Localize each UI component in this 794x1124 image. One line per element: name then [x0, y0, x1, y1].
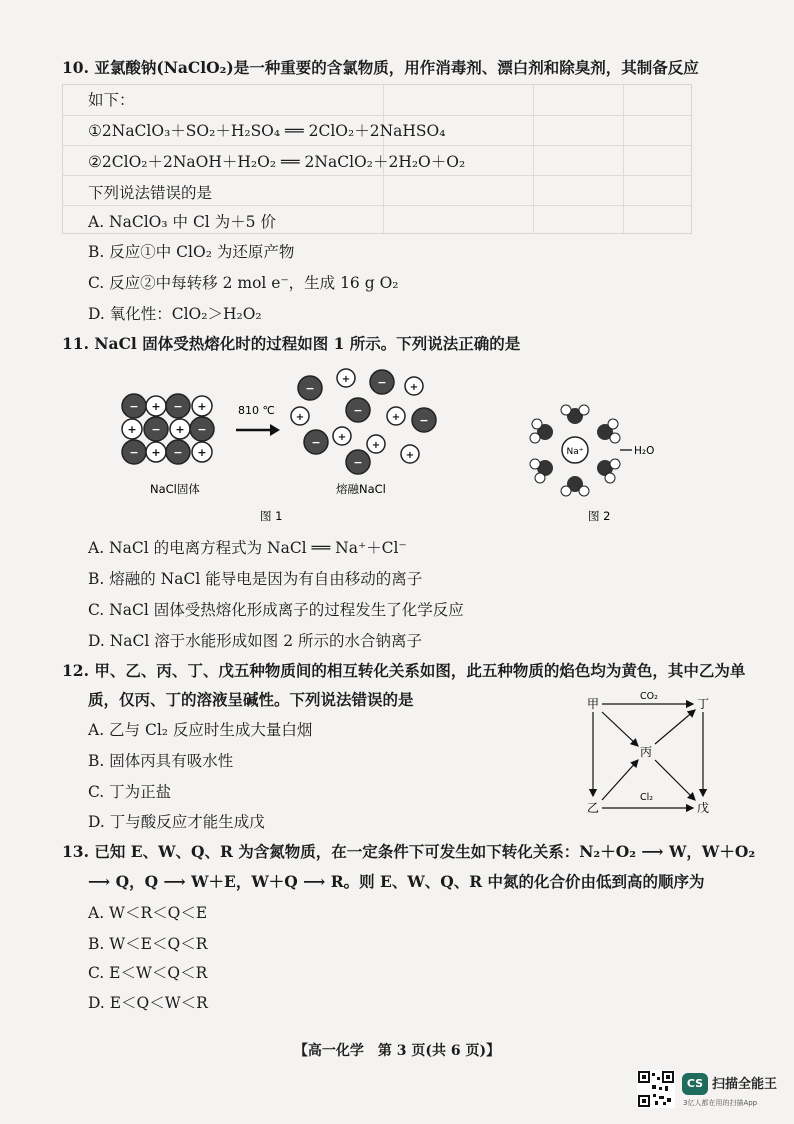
node-yi: 乙 — [587, 801, 600, 815]
q10-option-b: B. 反应①中 ClO₂ 为还原产物 — [88, 243, 295, 261]
q12-option-b: B. 固体丙具有吸水性 — [88, 752, 234, 770]
figure-1-caption: 图 1 — [260, 509, 283, 523]
node-wu: 戊 — [697, 801, 710, 815]
q12-option-a: A. 乙与 Cl₂ 反应时生成大量白烟 — [88, 721, 313, 739]
scanner-tagline: 3亿人都在用的扫描App — [683, 1099, 758, 1107]
cation-sign: + — [151, 446, 161, 459]
water-label: H₂O — [634, 445, 655, 457]
q11-stem: 11. NaCl 固体受热熔化时的过程如图 1 所示。下列说法正确的是 — [62, 334, 521, 353]
q10-question: 下列说法错误的是 — [88, 184, 213, 202]
svg-text:+: + — [337, 432, 347, 443]
hydrated-sodium-ion — [530, 405, 654, 496]
q10-equation-1: ①2NaClO₃＋SO₂＋H₂SO₄ ══ 2ClO₂＋2NaHSO₄ — [88, 122, 446, 140]
q10-stem-cont: 如下： — [88, 91, 135, 109]
heat-arrow-head — [270, 424, 280, 436]
cation-sign: + — [175, 423, 185, 436]
q11-option-c: C. NaCl 固体受热熔化形成离子的过程发生了化学反应 — [88, 601, 464, 619]
node-ding: 丁 — [697, 697, 710, 711]
temperature-label: 810 ℃ — [238, 404, 275, 417]
svg-text:−: − — [419, 414, 429, 427]
page-footer: 【高一化学 第 3 页(共 6 页)】 — [293, 1043, 501, 1059]
q13-stem-cont: ⟶ Q，Q ⟶ W＋E，W＋Q ⟶ R。则 E、W、Q、R 中氮的化合价由低到高的顺序为 — [88, 872, 705, 891]
solid-label: NaCl固体 — [150, 482, 200, 496]
svg-text:+: + — [341, 374, 351, 385]
sodium-label: Na⁺ — [566, 447, 584, 457]
conversion-diagram — [585, 688, 715, 816]
svg-text:−: − — [305, 382, 315, 395]
anion-sign: − — [151, 423, 161, 436]
anion-sign: − — [173, 446, 183, 459]
q12-option-d: D. 丁与酸反应才能生成戊 — [88, 813, 265, 831]
cation-sign: + — [197, 446, 207, 459]
q13-option-c: C. E＜W＜Q＜R — [88, 964, 208, 982]
molten-ions — [291, 369, 436, 474]
svg-text:−: − — [353, 404, 363, 417]
q11-option-d: D. NaCl 溶于水能形成如图 2 所示的水合钠离子 — [88, 632, 422, 650]
svg-text:+: + — [371, 440, 381, 451]
anion-sign: − — [129, 446, 139, 459]
svg-text:+: + — [409, 382, 419, 393]
node-bing: 丙 — [640, 745, 653, 759]
q12-stem: 12. 甲、乙、丙、丁、戊五种物质间的相互转化关系如图，此五种物质的焰色均为黄色，其中乙为单 — [62, 661, 746, 680]
svg-text:−: − — [377, 376, 387, 389]
nacl-figures — [110, 358, 690, 528]
svg-text:+: + — [391, 412, 401, 423]
q10-option-d: D. 氧化性：ClO₂＞H₂O₂ — [88, 305, 262, 323]
figure-2-caption: 图 2 — [588, 509, 611, 523]
svg-text:−: − — [353, 456, 363, 469]
scanner-name: 扫描全能王 — [712, 1077, 778, 1092]
svg-text:+: + — [405, 450, 415, 461]
svg-text:+: + — [295, 412, 305, 423]
anion-sign: − — [173, 400, 183, 413]
q12-option-c: C. 丁为正盐 — [88, 783, 172, 801]
cl2-label: Cl₂ — [640, 792, 654, 803]
molten-label: 熔融NaCl — [336, 482, 386, 496]
svg-text:−: − — [311, 436, 321, 449]
scanner-logo: CS — [682, 1073, 708, 1095]
cation-sign: + — [151, 400, 161, 413]
q13-option-b: B. W＜E＜Q＜R — [88, 935, 208, 953]
q10-equation-2: ②2ClO₂＋2NaOH＋H₂O₂ ══ 2NaClO₂＋2H₂O＋O₂ — [88, 153, 466, 171]
q13-stem: 13. 已知 E、W、Q、R 为含氮物质，在一定条件下可发生如下转化关系：N₂＋O₂ ⟶ W，W＋O₂ — [62, 842, 756, 861]
anion-sign: − — [129, 400, 139, 413]
q11-option-a: A. NaCl 的电离方程式为 NaCl ══ Na⁺＋Cl⁻ — [88, 539, 407, 557]
nacl-lattice — [122, 394, 214, 464]
anion-sign: − — [197, 423, 207, 436]
node-jia: 甲 — [587, 697, 600, 711]
q11-option-b: B. 熔融的 NaCl 能导电是因为有自由移动的离子 — [88, 570, 423, 588]
co2-label: CO₂ — [640, 691, 658, 702]
q13-option-d: D. E＜Q＜W＜R — [88, 994, 208, 1012]
q12-stem-cont: 质，仅丙、丁的溶液呈碱性。下列说法错误的是 — [88, 690, 414, 709]
qr-code-icon — [637, 1070, 675, 1108]
cation-sign: + — [197, 400, 207, 413]
q10-stem: 10. 亚氯酸钠(NaClO₂)是一种重要的含氯物质，用作消毒剂、漂白剂和除臭剂，其制备反应 — [62, 58, 699, 77]
q10-option-c: C. 反应②中每转移 2 mol e⁻，生成 16 g O₂ — [88, 274, 399, 292]
q13-option-a: A. W＜R＜Q＜E — [88, 904, 208, 922]
q10-option-a: A. NaClO₃ 中 Cl 为＋5 价 — [88, 213, 276, 231]
cation-sign: + — [127, 423, 137, 436]
